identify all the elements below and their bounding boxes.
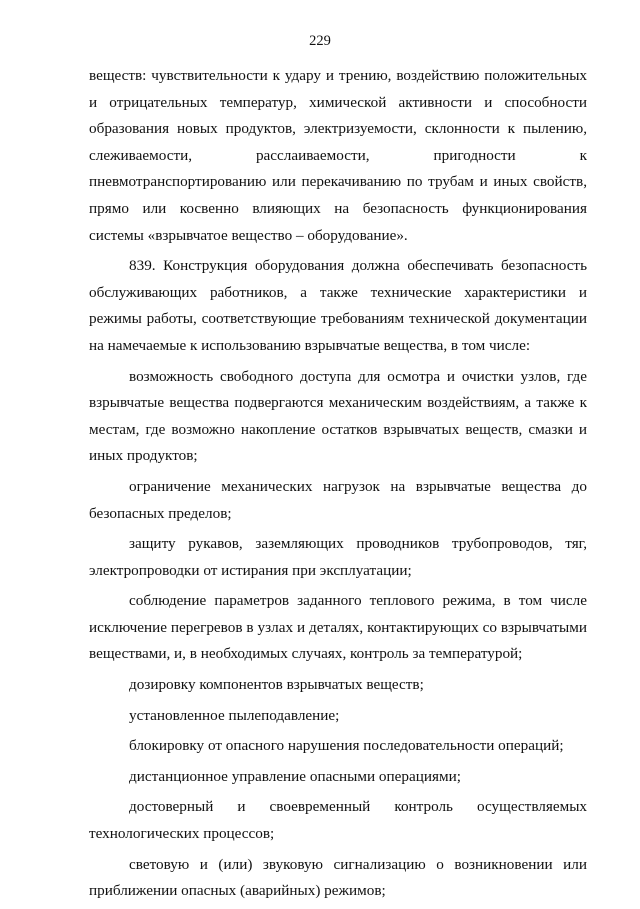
list-item-dust-suppression: установленное пылеподавление;	[129, 706, 340, 724]
document-body	[89, 63, 587, 909]
list-item-thermal-mode: соблюдение параметров заданного теплового режима, в том числе исключение перегревов в узлах и деталях, контактирующих со взрывчатыми веществами, и, в необходимых случаях, контроль за температурой;	[89, 592, 587, 663]
list-item-interlock: блокировку от опасного нарушения последовательности операций;	[129, 737, 564, 755]
list-item-wear-protection: защиту рукавов, заземляющих проводников трубопроводов, тяг, электропроводки от истирания при эксплуатации;	[89, 535, 587, 579]
list-item-remote-control: дистанционное управление опасными операциями;	[129, 767, 461, 785]
list-item-dosing: дозировку компонентов взрывчатых веществ;	[129, 676, 424, 694]
list-item-load-limit: ограничение механических нагрузок на взрывчатые вещества до безопасных пределов;	[89, 477, 587, 522]
paragraph-continuation: веществ: чувствительности к удару и трению, воздействию положительных и отрицательных температур, химической активности и способности образования новых продуктов, электризуемости, склонности к пылению, слеживаемости, расслаиваемости, пригодности к пневмотранспортированию или перекачиванию по трубам и иных свойств, прямо или косвенно влияющих на безопасность функционирования системы «взрывчатое вещество – оборудование».	[89, 67, 587, 244]
page-number: 229	[309, 33, 331, 49]
list-item-free-access: возможность свободного доступа для осмотра и очистки узлов, где взрывчатые вещества подвергаются механическим воздействиям, а также к местам, где возможно накопление остатков взрывчатых веществ, смазки и иных продуктов;	[89, 367, 587, 465]
list-item-process-control: достоверный и своевременный контроль осуществляемых технологических процессов;	[89, 798, 587, 843]
list-item-alarm-signaling: световую и (или) звуковую сигнализацию о возникновении или приближении опасных (аварийных) режимов;	[89, 855, 587, 900]
paragraph-839: 839. Конструкция оборудования должна обеспечивать безопасность обслуживающих работников, а также технические характеристики и режимы работы, соответствующие требованиям технической документации на намечаемые к использованию взрывчатые вещества, в том числе:	[89, 257, 587, 354]
